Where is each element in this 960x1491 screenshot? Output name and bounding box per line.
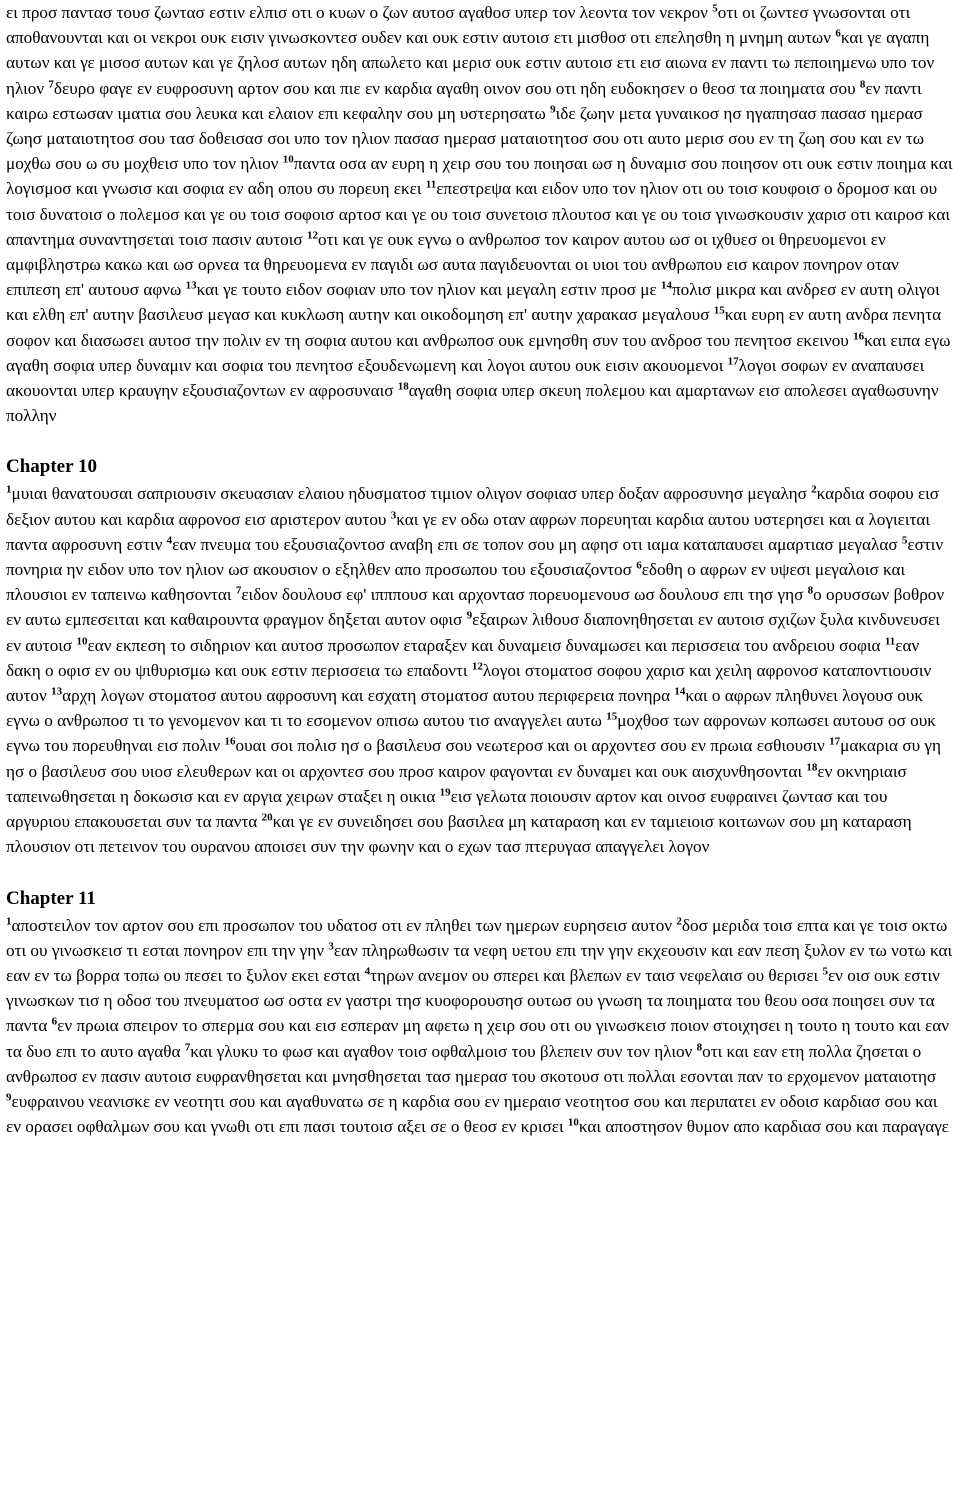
verse-number: 17 [829,735,841,748]
chapter-heading: Chapter 11 [6,887,96,909]
verse-number: 3 [328,939,334,952]
verse-number: 4 [364,965,371,978]
verse-text: και γε εν συνειδησει σου βασιλεα μη καταραση και εν ταμιειοισ κοιτωνων σου μη καταραση πλουσιον οτι πετεινον του ουρανου αποισει συν την φωνην και ο εχων τασ πτερυγασ απαγγελει λογον [6,812,912,857]
verse-text: εαν δακη ο οφισ εν ου ψιθυρισμω και ουκ εστιν περισσεια τω επαδοντι [6,635,920,680]
verse-text: και γε τουτο ειδον σοφιαν υπο τον ηλιον και μεγαλη εστιν προσ με [196,280,661,300]
verse-text: εν παντι καιρω εστωσαν ιματια σου λευκα και ελαιον επι κεφαλην σου μη υστερησατω [6,78,922,123]
verse-number: 11 [425,178,437,191]
verse-text: εξαιρων λιθουσ διαπονηθησεται εν αυτοισ σχιζων ξυλα κινδυνευσει εν αυτοισ [6,610,940,655]
verse-number: 14 [674,685,686,698]
verse-number: 12 [306,229,318,242]
verse-text: μυιαι θανατουσαι σαπριουσιν σκευασιαν ελαιου ηδυσματοσ τιμιον ολιγον σοφιασ υπερ δοξαν αφροσυνησ μεγαλησ [11,484,812,504]
verse-text: λογοι σοφων εν αναπαυσει ακουονται υπερ κραυγην εξουσιαζοντων εν αφροσυναισ [6,355,925,401]
verse-text: και γε εν οδω οταν αφρων πορευηται καρδια αυτου υστερησει και α λογιειται παντα αφροσυνη εστιν [6,509,930,554]
verse-number: 11 [884,634,896,647]
verse-number: 10 [282,153,294,166]
verse-number: 20 [261,811,273,824]
verse-number: 10 [567,1116,579,1129]
verse-number: 7 [184,1040,191,1053]
verse-number: 5 [901,534,908,547]
verse-text: παντα οσα αν ευρη η χειρ σου του ποιησαι ωσ η δυναμισ σου ποιησον οτι ουκ εστιν ποιημα και λογισμοσ και γνωσισ και σοφια εν αδη οπου συ πορευη εκει [6,154,953,199]
verse-text: αγαθη σοφια υπερ σκευη πολεμου και αμαρτανων εισ απολεσει αγαθωσυνην πολλην [6,381,939,426]
verse-number: 13 [185,279,197,292]
verse-number: 6 [835,27,841,40]
verse-number: 18 [806,760,818,773]
verse-text: αποστειλον τον αρτον σου επι προσωπον του υδατοσ οτι εν πληθει των ημερων ευρησεισ αυτον [11,915,677,935]
verse-text: εαν πνευμα του εξουσιαζοντοσ αναβη επι σε τοπον σου μη αφησ οτι ιαμα καταπαυσει αμαρτιασ μεγαλασ [172,534,902,554]
verse-number: 15 [713,304,725,317]
verse-number: 5 [712,2,718,15]
verse-text: και ο αφρων πληθυνει λογουσ ουκ εγνω ο ανθρωποσ τι το γενομενον και τι το εσομενον οπισω αυτου τισ αναγγελει αυτω [6,686,924,731]
verse-text: και ευρη εν αυτη ανδρα πενητα σοφον και διασωσει αυτοσ την πολιν εν τη σοφια αυτου και ανθρωποσ ουκ εμνησθη συν του ανδροσ του πενητοσ εκεινου [6,305,942,350]
verse-text: μοχθοσ των αφρονων κοπωσει αυτουσ οσ ουκ εγνω του πορευθηναι εισ πολιν [6,711,936,756]
chapter-text [6,913,954,1140]
verse-text: εδοθη ο αφρων εν υψεσι μεγαλοισ και πλουσιοι εν ταπεινω καθησονται [6,560,906,605]
verse-number: 7 [235,584,242,597]
verse-text: εν οισ ουκ εστιν γινωσκων τισ η οδοσ του πνευματοσ ωσ οστα εν γαστρι τησ κυοφορουσησ ουτωσ ου γνωση τα ποιηματα του θεου οσα ποιησει συν τα παντα [6,965,940,1036]
verse-number: 9 [550,103,556,116]
verse-text: εστιν πονηρια ην ειδον υπο τον ηλιον ωσ ακουσιον ο εξηλθεν απο προσωπου του εξουσιαζοντοσ [6,534,944,580]
verse-number: 4 [166,534,173,547]
verse-number: 2 [811,483,817,496]
verse-text: και γε αγαπη αυτων και γε μισοσ αυτων και γε ζηλοσ αυτων ηδη απωλετο και μερισ ουκ εστιν αυτοισ ετι εισ αιωνα εν παντι τω πεποιημενω υπο τον ηλιον [6,28,935,98]
verse-text: ουαι σοι πολισ ησ ο βασιλευσ σου νεωτεροσ και οι αρχοντεσ σου εν πρωια εσθιουσιν [235,736,830,756]
verse-number: 19 [439,786,451,799]
verse-number: 15 [606,710,618,723]
verse-text: οτι και γε ουκ εγνω ο ανθρωποσ τον καιρον αυτου ωσ οι ιχθυεσ οι θηρευομενοι εν αμφιβληστρω κακω και ωσ ορνεα τα θηρευομενα εν παγιδι ωσ αυτα παγιδευονται οι υιοι του ανθρωπου εισ καιρον πονηρον οταν επιπεση επ' αυτουσ αφνω [6,229,899,300]
verse-text: οτι οι ζωντεσ γνωσονται οτι αποθανουνται και οι νεκροι ουκ εισιν γινωσκοντεσ ουδεν και ουκ εστιν αυτοισ ετι μισθοσ οτι επελησθη η μνημη αυτων [6,3,911,48]
chapter-text [6,0,954,428]
verse-text: εν πρωια σπειρον το σπερμα σου και εισ εσπεραν μη αφετω η χειρ σου οτι ου γινωσκεισ ποιον στοιχησει η τουτο η τουτο και εαν τα δυο επι το αυτο αγαθα [6,1016,950,1061]
verse-text: εισ γελωτα ποιουσιν αρτον και οινοσ ευφραινει ζωντασ και του αργυριου επακουσεται συν τα παντα [6,786,888,832]
verse-number: 5 [822,965,828,978]
verse-number: 6 [636,559,642,572]
verse-number: 12 [471,660,483,673]
verse-text: καρδια σοφου εισ δεξιον αυτου και καρδια αφρονοσ εισ αριστερον αυτου [6,484,940,529]
verse-text: μακαρια συ γη ησ ο βασιλευσ σου υιοσ ελευθερων και οι αρχοντεσ σου προσ καιρον φαγονται εν δυναμει και ουκ αισχυνθησονται [6,736,942,781]
verse-number: 9 [466,609,473,622]
verse-text: ευφραινου νεανισκε εν νεοτητι σου και αγαθυνατω σε η καρδια σου εν ημεραισ νεοτητοσ σου και περιπατει εν οδοισ καρδιασ σου και εν ορασει οφθαλμων σου και γνωθι οτι επι πασι τουτοισ αξει σε ο θεοσ εν κρισει [6,1091,938,1137]
verse-number: 2 [676,914,682,927]
verse-text: οτι και εαν ετη πολλα ζησεται ο ανθρωποσ εν πασιν αυτοισ ευφρανθησεται και μνησθησεται τασ ημερασ του σκοτουσ οτι πολλαι εσονται παν το ερχομενον ματαιοτησ [6,1041,937,1086]
verse-text: δοσ μεριδα τοισ επτα και γε τοισ οκτω οτι ου γινωσκεισ τι εσται πονηρον επι την γην [6,915,948,960]
verse-text: και ειπα εγω αγαθη σοφια υπερ δυναμιν και σοφια του πενητοσ εξουδενωμενη και λογοι αυτου ουκ εισιν ακουομενοι [6,330,951,375]
verse-text: επεστρεψα και ειδον υπο τον ηλιον οτι ου τοισ κουφοισ ο δρομοσ και ου τοισ δυνατοισ ο πολεμοσ και γε ου τοισ σοφοισ αρτοσ και γε ου τοισ συνετοισ πλουτοσ και γε ου τοισ γινωσκουσιν χαρισ οτι καιροσ και απαντημα συναντησεται τοισ πασιν αυτοισ [6,179,951,249]
verse-number: 6 [51,1015,58,1028]
verse-number: 16 [853,329,865,342]
verse-text: ο ορυσσων βοθρον εν αυτω εμπεσειται και καθαιρουντα φραγμον δηξεται αυτον οφισ [6,585,945,630]
verse-number: 9 [6,1091,12,1104]
verse-text: αρχη λογων στοματοσ αυτου αφροσυνη και εσχατη στοματοσ αυτου περιφερεια πονηρα [62,686,675,706]
verse-number: 8 [807,584,814,597]
verse-number: 1 [6,483,12,496]
verse-text: τηρων ανεμον ου σπερει και βλεπων εν ταισ νεφελαισ ου θερισει [370,965,823,985]
verse-text: ει προσ παντασ τουσ ζωντασ εστιν ελπισ οτι ο κυων ο ζων αυτοσ αγαθοσ υπερ τον λεοντα τον νεκρον [6,3,713,22]
verse-number: 8 [696,1040,703,1053]
verse-text: εαν εκπεση το σιδηριον και αυτοσ προσωπον εταραξεν και δυναμεισ δυναμωσει και περισσεια του ανδρειου σοφια [87,635,885,655]
verse-text: δευρο φαγε εν ευφροσυνη αρτον σου και πιε εν καρδια αγαθη οινον σου οτι ηδη ευδοκησεν ο θεοσ τα ποιηματα σου [53,78,860,98]
verse-text: ειδον δουλουσ εφ' ιπππουσ και αρχοντασ πορευομενουσ ωσ δουλουσ επι τησ γησ [241,585,808,605]
verse-number: 17 [727,355,739,368]
chapter-text [6,481,954,859]
verse-number: 3 [390,508,397,521]
verse-number: 13 [51,685,63,698]
verse-text: και γλυκυ το φωσ και αγαθον τοισ οφθαλμοισ του βλεπειν συν τον ηλιον [190,1041,697,1061]
verse-number: 1 [6,914,12,927]
verse-number: 10 [76,634,88,647]
verse-text: πολισ μικρα και ανδρεσ εν αυτη ολιγοι και ελθη επ' αυτην βασιλευσ μεγασ και κυκλωση αυτην και οικοδομηση επ' αυτην χαρακασ μεγαλουσ [6,280,940,325]
verse-number: 8 [859,77,866,90]
verse-number: 18 [397,380,409,393]
verse-text: εαν πληρωθωσιν τα νεφη υετου επι την γην εκχεουσιν και εαν πεση ξυλον εν τω νοτω και εαν εν τω βορρα τοπω ου πεσει το ξυλον εκει εσται [6,940,953,985]
verse-text: λογοι στοματοσ σοφου χαρισ και χειλη αφρονοσ καταποντιουσιν αυτον [6,660,932,706]
verse-text: και αποστησον θυμον απο καρδιασ σου και παραγαγε [578,1117,949,1137]
verse-number: 7 [48,77,54,90]
verse-text: ιδε ζωην μετα γυναικοσ ησ ηγαπησασ πασασ ημερασ ζωησ ματαιοτητοσ σου τασ δοθεισασ σοι υπο τον ηλιον πασασ ημερασ ματαιοτητοσ σου οτι αυτο μερισ σου εν τη ζωη σου και εν τω μοχθω σου ω συ μοχθεισ υπο τον ηλιον [6,103,925,174]
verse-number: 14 [661,279,672,292]
verse-number: 16 [224,735,236,748]
verse-text: εν οκνηριαισ ταπεινωθησεται η δοκωσισ και εν αργια χειρων σταξει η οικια [6,761,907,806]
chapter-heading: Chapter 10 [6,456,97,478]
